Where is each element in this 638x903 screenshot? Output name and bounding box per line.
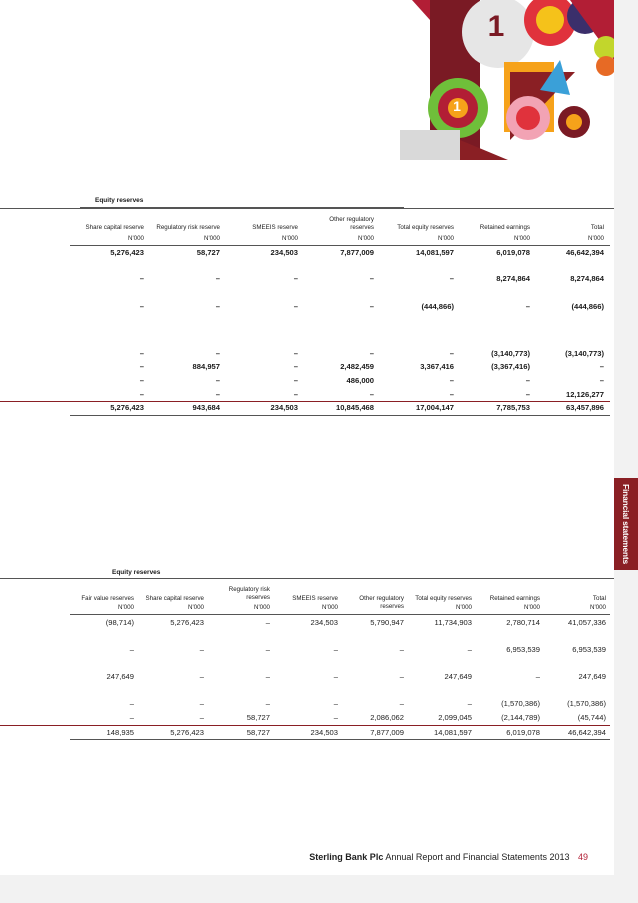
- table-cell: –: [293, 362, 298, 371]
- table-cell: –: [525, 390, 530, 399]
- table-cell: –: [599, 362, 604, 371]
- header-total: Total: [590, 224, 604, 231]
- table-cell: –: [199, 713, 204, 722]
- page-footer: [309, 852, 588, 862]
- table-cell: –: [449, 349, 454, 358]
- table-cell: 2,086,062: [370, 713, 404, 722]
- table-cell: 58,727: [246, 713, 270, 722]
- table-cell: –: [215, 274, 220, 283]
- header-fair-value: Fair value reserves: [81, 595, 134, 602]
- table-cell: –: [599, 376, 604, 385]
- header-regulatory-risk: Regulatory risk reserves: [228, 586, 270, 601]
- total-cell: 46,642,394: [567, 728, 606, 737]
- side-tab-label: Financial statements: [621, 483, 631, 565]
- header-smeeis: SMEEIS reserve: [292, 595, 338, 602]
- table-cell: (2,144,789): [501, 713, 540, 722]
- table-cell: –: [139, 362, 144, 371]
- table-cell: –: [139, 302, 144, 311]
- total-cell: 148,935: [106, 728, 134, 737]
- total-cell: 63,457,896: [565, 403, 604, 412]
- table-cell: 247,649: [578, 672, 606, 681]
- unit-share-capital: N'000: [188, 604, 204, 611]
- table-cell: –: [293, 274, 298, 283]
- table-cell: 2,099,045: [438, 713, 472, 722]
- table-cell: 247,649: [106, 672, 134, 681]
- table-cell: 6,953,539: [506, 645, 540, 654]
- header-other-regulatory: Other regulatory reserves: [359, 595, 404, 610]
- header-regulatory-risk: Regulatory risk reserve: [156, 224, 220, 231]
- table-cell: –: [199, 645, 204, 654]
- total-cell: 7,877,009: [370, 728, 404, 737]
- table-cell: –: [215, 349, 220, 358]
- table-cell: –: [129, 713, 134, 722]
- table-cell: (98,714): [105, 618, 134, 627]
- footer-title: Annual Report and Financial Statements 2013: [385, 852, 570, 862]
- table-cell: –: [265, 672, 270, 681]
- table-cell: –: [139, 349, 144, 358]
- table-cell: –: [265, 645, 270, 654]
- header-other-regulatory: Other regulatory reserves: [329, 216, 374, 231]
- table-cell: –: [265, 699, 270, 708]
- table-cell: –: [449, 390, 454, 399]
- table-cell: –: [215, 390, 220, 399]
- table-cell: 884,957: [192, 362, 220, 371]
- table-cell: –: [293, 302, 298, 311]
- table-cell: –: [449, 274, 454, 283]
- unit-regulatory-risk: N'000: [204, 235, 220, 242]
- header-retained-earnings: Retained earnings: [489, 595, 540, 602]
- table-cell: –: [525, 376, 530, 385]
- header-total: Total: [592, 595, 606, 602]
- total-cell: 14,081,597: [433, 728, 472, 737]
- table-cell: –: [215, 376, 220, 385]
- table-cell: –: [139, 376, 144, 385]
- table-cell: (45,744): [577, 713, 606, 722]
- unit-smeeis: N'000: [322, 604, 338, 611]
- table-cell: (3,140,773): [491, 349, 530, 358]
- equity-reserves-group-label: Equity reserves: [112, 569, 161, 576]
- table-cell: –: [467, 699, 472, 708]
- table-cell: –: [293, 376, 298, 385]
- total-cell: 5,276,423: [110, 403, 144, 412]
- badge-small-number: 1: [453, 98, 461, 114]
- table-cell: 7,877,009: [340, 248, 374, 257]
- page-number: 49: [577, 852, 588, 862]
- unit-fair-value: N'000: [118, 604, 134, 611]
- table-cell: 5,276,423: [170, 618, 204, 627]
- table-cell: –: [139, 390, 144, 399]
- table-cell: 14,081,597: [415, 248, 454, 257]
- table-cell: –: [215, 302, 220, 311]
- table-cell: –: [199, 672, 204, 681]
- unit-smeeis: N'000: [282, 235, 298, 242]
- unit-retained-earnings: N'000: [524, 604, 540, 611]
- table-cell: –: [369, 390, 374, 399]
- table-cell: 247,649: [444, 672, 472, 681]
- table-cell: –: [369, 302, 374, 311]
- table-cell: –: [399, 672, 404, 681]
- table-cell: –: [449, 376, 454, 385]
- table-cell: –: [467, 645, 472, 654]
- total-cell: 6,019,078: [506, 728, 540, 737]
- table-cell: 8,274,864: [570, 274, 604, 283]
- footer-brand: Sterling Bank Plc: [309, 852, 384, 862]
- total-cell: 58,727: [246, 728, 270, 737]
- table-cell: 58,727: [196, 248, 220, 257]
- header-retained-earnings: Retained earnings: [479, 224, 530, 231]
- table-cell: (444,866): [421, 302, 454, 311]
- table-cell: 46,642,394: [565, 248, 604, 257]
- table-cell: –: [293, 349, 298, 358]
- total-cell: 234,503: [270, 403, 298, 412]
- unit-total-equity-reserves: N'000: [438, 235, 454, 242]
- table-cell: –: [369, 349, 374, 358]
- header-total-equity-reserves: Total equity reserves: [415, 595, 472, 602]
- table-cell: –: [535, 672, 540, 681]
- table-cell: –: [129, 645, 134, 654]
- table-cell: 486,000: [346, 376, 374, 385]
- total-cell: 234,503: [310, 728, 338, 737]
- unit-total: N'000: [588, 235, 604, 242]
- table-cell: –: [525, 302, 530, 311]
- table-cell: 8,274,864: [496, 274, 530, 283]
- header-share-capital: Share capital reserve: [85, 224, 144, 231]
- table-cell: 3,367,416: [420, 362, 454, 371]
- unit-total-equity-reserves: N'000: [456, 604, 472, 611]
- unit-regulatory-risk: N'000: [254, 604, 270, 611]
- table-cell: –: [333, 645, 338, 654]
- unit-share-capital: N'000: [128, 235, 144, 242]
- table-cell: –: [333, 699, 338, 708]
- table-cell: (3,140,773): [565, 349, 604, 358]
- unit-total: N'000: [590, 604, 606, 611]
- table-cell: –: [333, 672, 338, 681]
- table-cell: (1,570,386): [567, 699, 606, 708]
- table-cell: 234,503: [270, 248, 298, 257]
- equity-reserves-group-label: Equity reserves: [95, 197, 144, 204]
- table-cell: (1,570,386): [501, 699, 540, 708]
- table-cell: 41,057,336: [567, 618, 606, 627]
- total-cell: 10,845,468: [335, 403, 374, 412]
- table-cell: –: [265, 618, 270, 627]
- table-cell: (3,367,416): [491, 362, 530, 371]
- header-smeeis: SMEEIS reserve: [252, 224, 298, 231]
- section-side-tab: [614, 478, 638, 570]
- total-cell: 17,004,147: [415, 403, 454, 412]
- table-cell: –: [333, 713, 338, 722]
- table-cell: –: [293, 390, 298, 399]
- table-cell: (444,866): [571, 302, 604, 311]
- header-total-equity-reserves: Total equity reserves: [397, 224, 454, 231]
- unit-retained-earnings: N'000: [514, 235, 530, 242]
- table-cell: –: [369, 274, 374, 283]
- table-cell: 12,126,277: [565, 390, 604, 399]
- table-cell: –: [139, 274, 144, 283]
- badge-large-number: 1: [487, 10, 505, 43]
- table-cell: 6,953,539: [572, 645, 606, 654]
- table-cell: 5,790,947: [370, 618, 404, 627]
- unit-other-regulatory: N'000: [358, 235, 374, 242]
- table-cell: 6,019,078: [496, 248, 530, 257]
- table-cell: 5,276,423: [110, 248, 144, 257]
- total-cell: 7,785,753: [496, 403, 530, 412]
- table-cell: –: [399, 645, 404, 654]
- table-cell: 2,780,714: [506, 618, 540, 627]
- table-cell: –: [129, 699, 134, 708]
- table-cell: –: [399, 699, 404, 708]
- table-cell: 234,503: [310, 618, 338, 627]
- table-cell: 11,734,903: [434, 618, 472, 627]
- total-cell: 943,684: [192, 403, 220, 412]
- table-cell: 2,482,459: [340, 362, 374, 371]
- total-cell: 5,276,423: [170, 728, 204, 737]
- header-share-capital: Share capital reserve: [145, 595, 204, 602]
- table-cell: –: [199, 699, 204, 708]
